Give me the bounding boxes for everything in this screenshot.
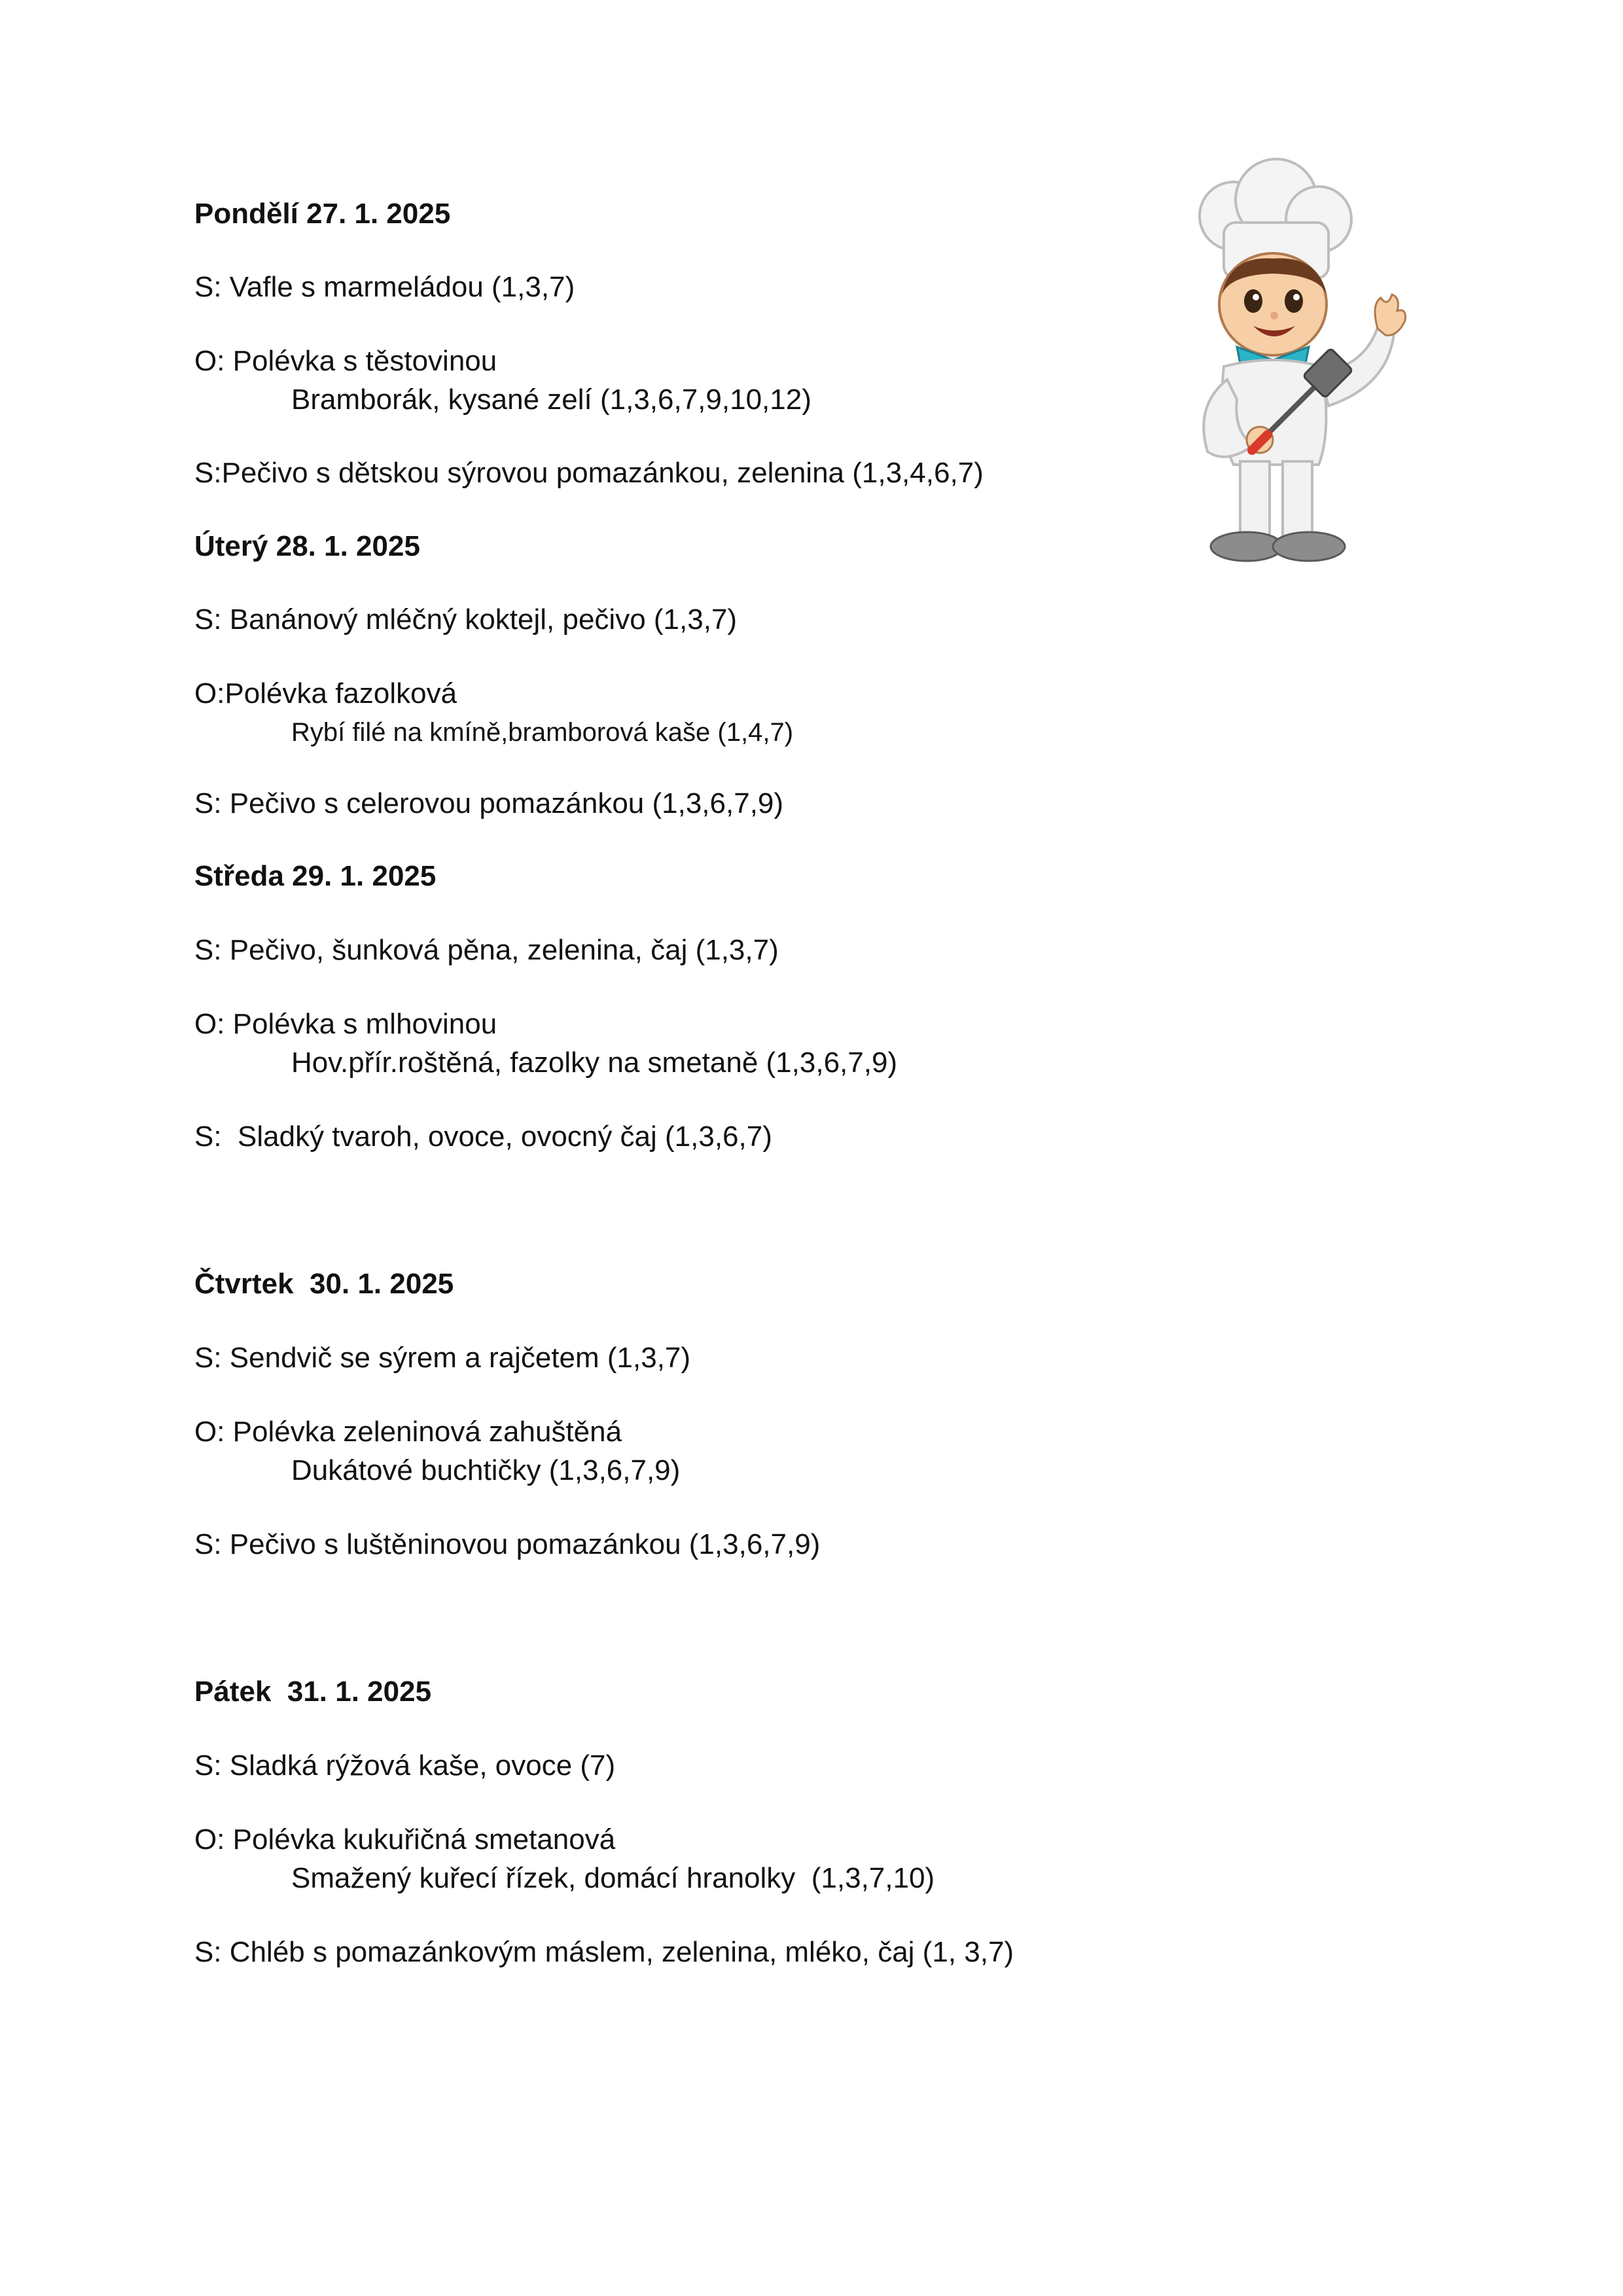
- snack-am-thursday: S: Sendvič se sýrem a rajčetem (1,3,7): [194, 1342, 691, 1374]
- lunch-main-friday: Smažený kuřecí řízek, domácí hranolky (1,3,7,10): [291, 1862, 935, 1894]
- lunch-soup-wednesday: O: Polévka s mlhovinou: [194, 1008, 497, 1040]
- lunch-main-tuesday: Rybí filé na kmíně,bramborová kaše (1,4,7): [291, 718, 794, 747]
- snack-pm-friday: S: Chléb s pomazánkovým máslem, zelenina, mléko, čaj (1, 3,7): [194, 1936, 1014, 1968]
- snack-pm-tuesday: S: Pečivo s celerovou pomazánkou (1,3,6,7,9): [194, 787, 784, 819]
- chef-icon: [1155, 157, 1414, 576]
- snack-pm-wednesday: S: Sladký tvaroh, ovoce, ovocný čaj (1,3,6,7): [194, 1121, 772, 1153]
- day-heading-monday: Pondělí 27. 1. 2025: [194, 198, 451, 230]
- snack-pm-monday: S:Pečivo s dětskou sýrovou pomazánkou, zelenina (1,3,4,6,7): [194, 457, 984, 489]
- snack-am-monday: S: Vafle s marmeládou (1,3,7): [194, 271, 575, 303]
- lunch-main-wednesday: Hov.přír.roštěná, fazolky na smetaně (1,3,6,7,9): [291, 1047, 898, 1079]
- snack-am-tuesday: S: Banánový mléčný koktejl, pečivo (1,3,7): [194, 603, 738, 636]
- day-heading-wednesday: Středa 29. 1. 2025: [194, 860, 437, 892]
- lunch-soup-friday: O: Polévka kukuřičná smetanová: [194, 1823, 616, 1856]
- snack-am-friday: S: Sladká rýžová kaše, ovoce (7): [194, 1749, 616, 1782]
- day-heading-tuesday: Úterý 28. 1. 2025: [194, 530, 420, 562]
- day-heading-thursday: Čtvrtek 30. 1. 2025: [194, 1268, 454, 1300]
- lunch-soup-thursday: O: Polévka zeleninová zahuštěná: [194, 1416, 622, 1448]
- lunch-main-thursday: Dukátové buchtičky (1,3,6,7,9): [291, 1454, 681, 1486]
- lunch-soup-tuesday: O:Polévka fazolková: [194, 677, 457, 709]
- snack-pm-thursday: S: Pečivo s luštěninovou pomazánkou (1,3,6,7,9): [194, 1528, 821, 1560]
- snack-am-wednesday: S: Pečivo, šunková pěna, zelenina, čaj (1,3,7): [194, 934, 779, 966]
- day-heading-friday: Pátek 31. 1. 2025: [194, 1676, 432, 1708]
- lunch-main-monday: Bramborák, kysané zelí (1,3,6,7,9,10,12): [291, 384, 812, 416]
- lunch-soup-monday: O: Polévka s těstovinou: [194, 345, 497, 377]
